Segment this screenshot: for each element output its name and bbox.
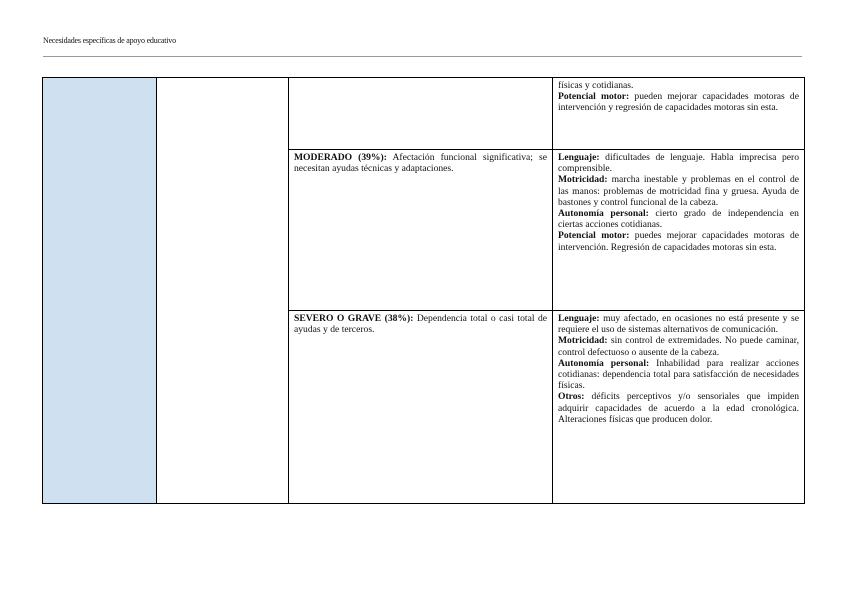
effect-line: Lenguaje: dificultades de lenguaje. Habla imprecisa pero comprensible. xyxy=(558,152,799,175)
level-label: SEVERO O GRAVE (38%): xyxy=(294,313,414,324)
effect-label: Potencial motor: xyxy=(558,91,630,103)
page-header-title: Necesidades específicas de apoyo educativo xyxy=(43,36,176,45)
table-row xyxy=(43,78,805,150)
effects-cell xyxy=(553,78,805,150)
effect-label: Lenguaje: xyxy=(558,313,600,324)
effect-line: Potencial motor: pueden mejorar capacidades motoras de intervención y regresión de capacidades motoras sin esta. xyxy=(558,91,799,114)
effect-line: Lenguaje: muy afectado, en ocasiones no está presente y se requiere el uso de sistemas alternativos de comunicación. xyxy=(558,313,799,336)
level-cell xyxy=(289,311,553,504)
effect-label: Potencial motor: xyxy=(558,230,630,242)
effects-cell xyxy=(553,150,805,311)
effect-label: Autonomía personal: xyxy=(558,208,649,220)
effect-label: Motricidad: xyxy=(558,335,608,347)
effect-line: Potencial motor: puedes mejorar capacidades motoras de intervención. Regresión de capacidades motoras sin esta. xyxy=(558,230,800,253)
effects-cell xyxy=(553,311,805,504)
effect-line: Autonomía personal: cierto grado de independencia en ciertas acciones cotidianas. xyxy=(558,208,799,231)
level-cell xyxy=(289,78,553,150)
level-text: Dependencia total o casi total de ayudas y de terceros. xyxy=(294,313,547,336)
needs-table xyxy=(42,77,805,504)
effect-label: Autonomía personal: xyxy=(558,357,650,369)
effect-line: Autonomía personal: Inhabilidad para realizar acciones cotidianas: dependencia total para satisfacción de necesidades físicas. xyxy=(558,357,799,392)
effect-line: Motricidad: sin control de extremidades. No puede caminar, control defectuoso o ausente de la cabeza. xyxy=(558,335,799,358)
effect-label: Lenguaje: xyxy=(558,152,600,163)
effect-label: Motricidad: xyxy=(558,174,608,186)
level-cell xyxy=(289,150,553,311)
header-divider xyxy=(43,56,802,57)
type-cell xyxy=(157,78,289,504)
effect-line: Otros: déficits perceptivos y/o sensoriales que impiden adquirir capacidades de acuerdo a la edad cronológica. Alteraciones físicas que producen dolor. xyxy=(558,391,799,425)
effect-label: Otros: xyxy=(558,391,585,403)
effect-line: Motricidad: marcha inestable y problemas en el control de las manos: problemas de motricidad fina y gruesa. Ayuda de bastones y control funcional de la cabeza. xyxy=(558,174,799,208)
effect-line: físicas y cotidianas. xyxy=(558,80,634,91)
level-label: MODERADO (39%): xyxy=(294,152,387,163)
category-cell xyxy=(43,78,157,504)
level-text: Afectación funcional significativa; se necesitan ayudas técnicas y adaptaciones. xyxy=(294,152,547,175)
